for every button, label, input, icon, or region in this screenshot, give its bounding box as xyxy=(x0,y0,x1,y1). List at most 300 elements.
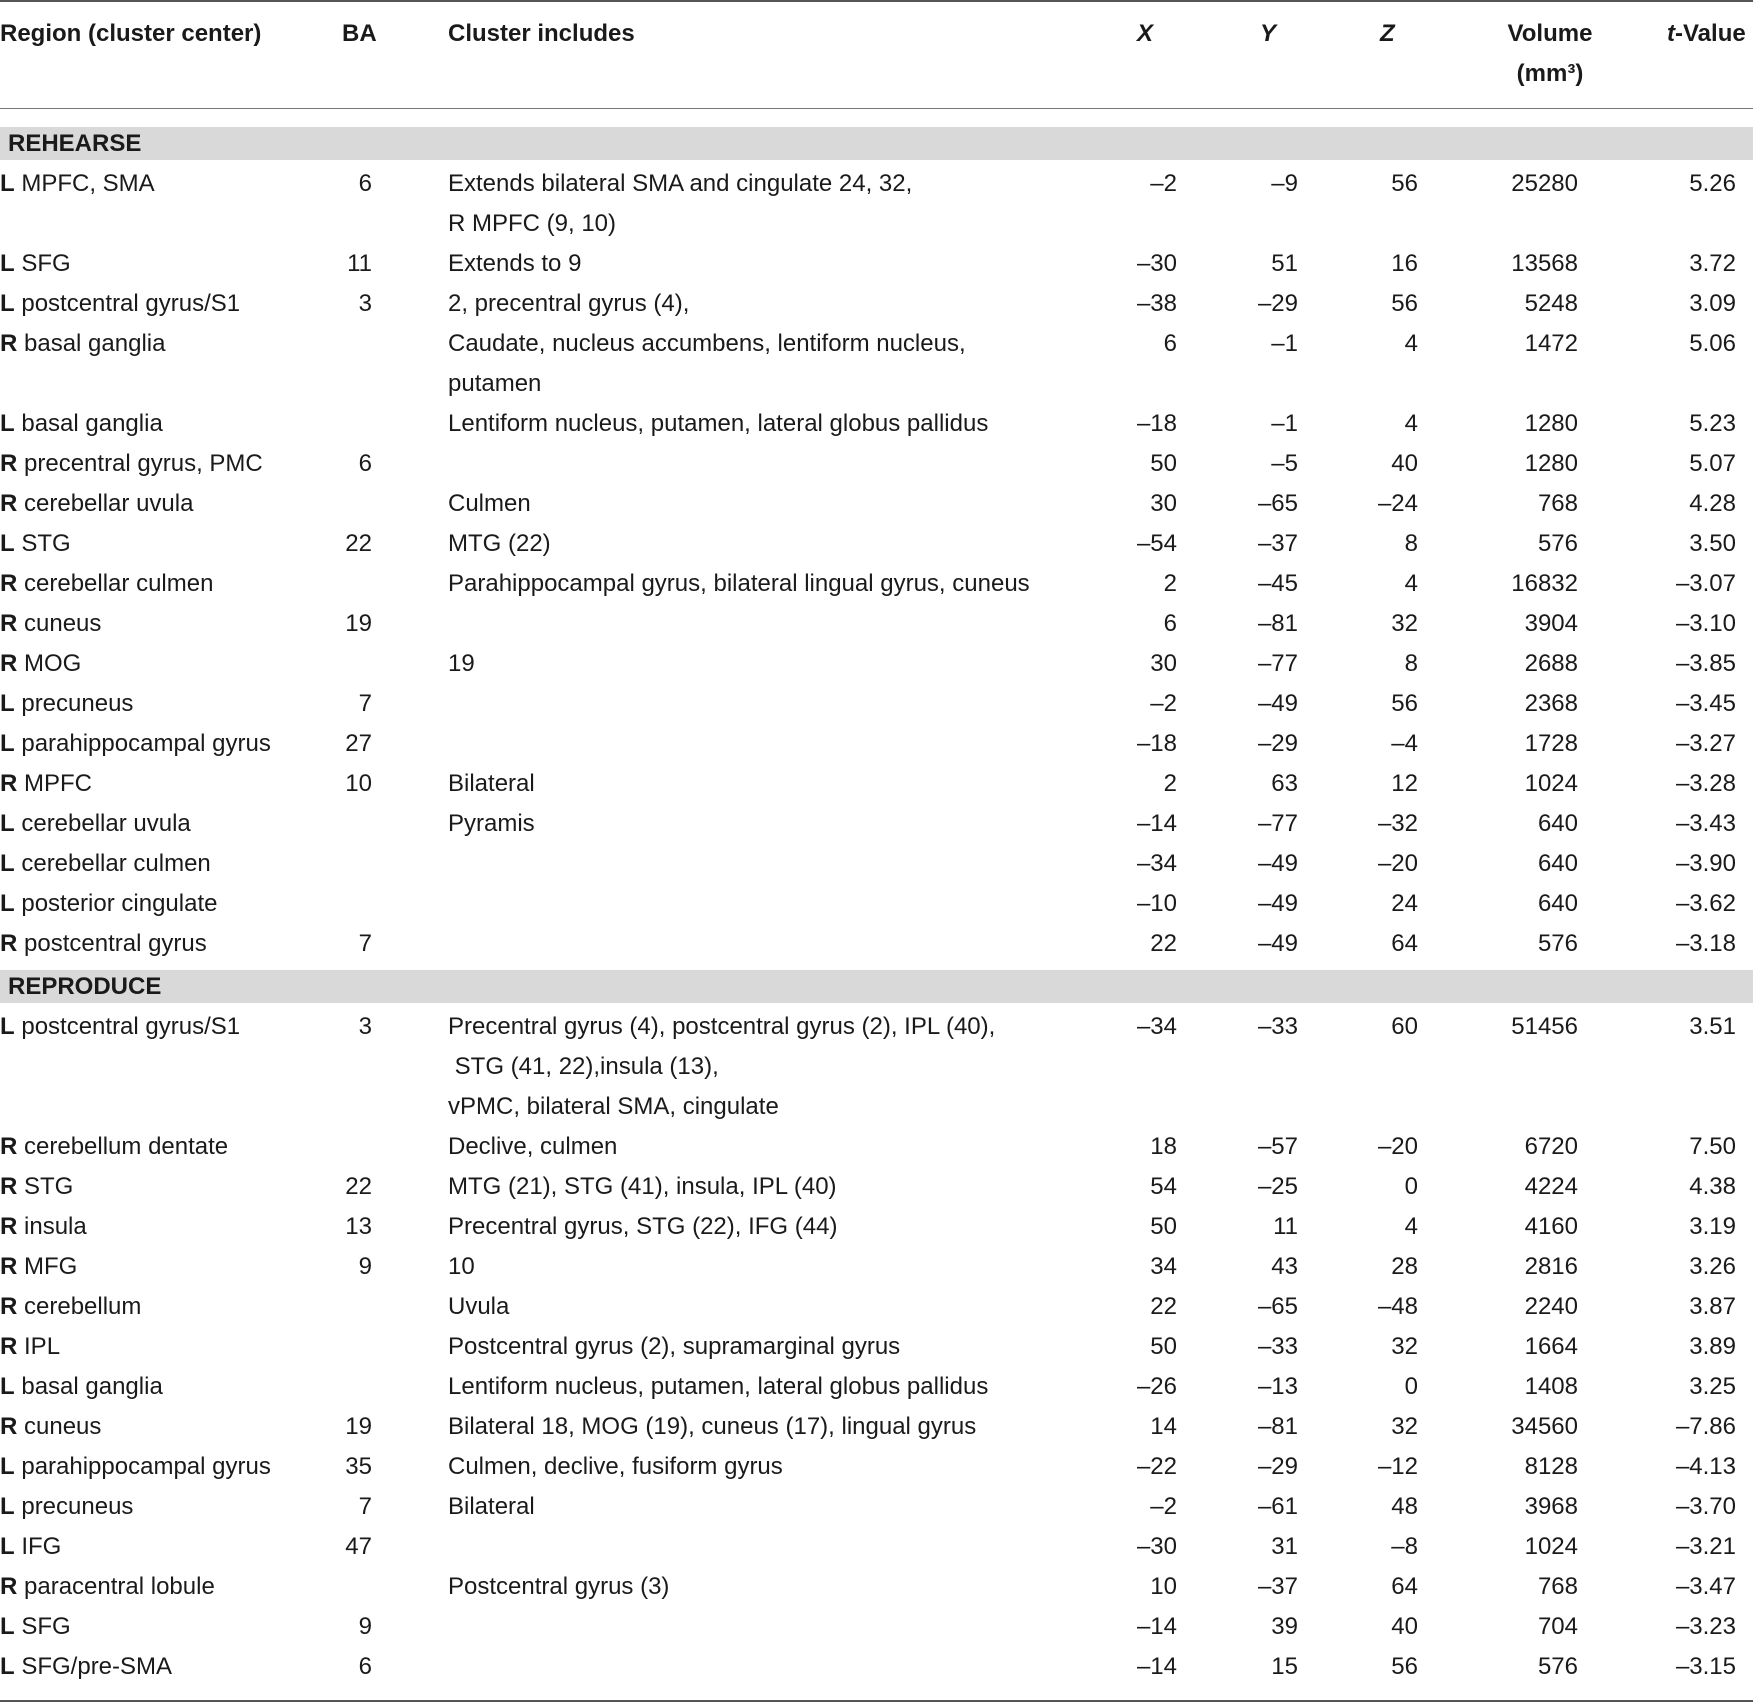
x-cell: –2 xyxy=(1150,690,1177,717)
region-name: basal ganglia xyxy=(14,1373,163,1400)
hemisphere: L xyxy=(0,1613,15,1640)
x-cell: –14 xyxy=(1136,1613,1177,1640)
region-cell xyxy=(0,1007,240,1047)
t-value-cell: 3.09 xyxy=(1689,290,1736,317)
hemisphere: L xyxy=(0,850,15,877)
region-name: insula xyxy=(17,1213,87,1240)
volume-cell: 4160 xyxy=(1524,1213,1578,1240)
y-cell: –29 xyxy=(1257,290,1298,317)
z-cell: 0 xyxy=(1404,1373,1418,1400)
table-row xyxy=(0,1287,1753,1327)
region-cell xyxy=(0,284,240,324)
region-cell xyxy=(0,684,133,724)
volume-cell: 2688 xyxy=(1524,650,1578,677)
region-cell xyxy=(0,1247,77,1287)
t-value-cell: –3.10 xyxy=(1675,610,1736,637)
hemisphere: L xyxy=(0,890,15,917)
region-cell xyxy=(0,524,71,564)
includes-line: Bilateral 18, MOG (19), cuneus (17), lingual gyrus xyxy=(448,1413,977,1440)
ba-cell: 22 xyxy=(345,1173,372,1200)
z-cell: 16 xyxy=(1391,250,1418,277)
includes-line: MTG (21), STG (41), insula, IPL (40) xyxy=(448,1173,837,1200)
hemisphere: R xyxy=(0,1293,18,1320)
table-row xyxy=(0,524,1753,564)
table-row xyxy=(0,564,1753,604)
hemisphere: L xyxy=(0,1453,15,1480)
header-ba: BA xyxy=(342,20,377,47)
table-row xyxy=(0,804,1753,844)
hemisphere: R xyxy=(0,650,18,677)
hemisphere: R xyxy=(0,1253,18,1280)
volume-cell: 768 xyxy=(1537,490,1578,517)
region-cell xyxy=(0,1447,271,1487)
hemisphere: L xyxy=(0,1653,15,1680)
region-cell xyxy=(0,764,92,804)
z-cell: 4 xyxy=(1404,1213,1418,1240)
region-cell xyxy=(0,1207,87,1247)
table-row xyxy=(0,1247,1753,1287)
ba-cell: 9 xyxy=(358,1613,372,1640)
x-cell: –30 xyxy=(1136,1533,1177,1560)
region-name: basal ganglia xyxy=(17,330,166,357)
y-cell: –33 xyxy=(1257,1333,1298,1360)
volume-cell: 1408 xyxy=(1524,1373,1578,1400)
volume-cell: 640 xyxy=(1537,850,1578,877)
region-cell xyxy=(0,444,263,484)
region-name: precentral gyrus, PMC xyxy=(17,450,263,477)
region-cell xyxy=(0,1407,101,1447)
includes-cell xyxy=(448,1487,1088,1527)
region-name: STG xyxy=(14,530,71,557)
region-name: SFG xyxy=(14,250,71,277)
z-cell: 4 xyxy=(1404,410,1418,437)
x-cell: 6 xyxy=(1163,330,1177,357)
volume-cell: 1024 xyxy=(1524,1533,1578,1560)
region-cell xyxy=(0,564,213,604)
includes-line: Culmen xyxy=(448,490,531,517)
x-cell: –2 xyxy=(1150,1493,1177,1520)
hemisphere: R xyxy=(0,1133,18,1160)
z-cell: –20 xyxy=(1377,1133,1418,1160)
t-value-cell: –3.90 xyxy=(1675,850,1736,877)
y-cell: –81 xyxy=(1257,610,1298,637)
region-name: STG xyxy=(17,1173,74,1200)
volume-cell: 576 xyxy=(1537,530,1578,557)
hemisphere: R xyxy=(0,610,18,637)
table-row xyxy=(0,644,1753,684)
volume-cell: 576 xyxy=(1537,1653,1578,1680)
region-name: IFG xyxy=(14,1533,62,1560)
t-value-cell: 4.28 xyxy=(1689,490,1736,517)
volume-cell: 1024 xyxy=(1524,770,1578,797)
t-value-cell: 4.38 xyxy=(1689,1173,1736,1200)
y-cell: –81 xyxy=(1257,1413,1298,1440)
includes-cell xyxy=(448,324,1088,404)
hemisphere: L xyxy=(0,690,15,717)
region-cell xyxy=(0,324,165,364)
region-cell xyxy=(0,844,211,884)
x-cell: –18 xyxy=(1136,410,1177,437)
x-cell: 30 xyxy=(1150,650,1177,677)
z-cell: 8 xyxy=(1404,650,1418,677)
x-cell: –34 xyxy=(1136,1013,1177,1040)
region-cell xyxy=(0,644,81,684)
includes-line: Caudate, nucleus accumbens, lentiform nucleus, xyxy=(448,330,966,357)
volume-cell: 576 xyxy=(1537,930,1578,957)
includes-line: Extends bilateral SMA and cingulate 24, 32, xyxy=(448,170,913,197)
volume-cell: 8128 xyxy=(1524,1453,1578,1480)
region-name: MFG xyxy=(17,1253,78,1280)
hemisphere: R xyxy=(0,570,18,597)
region-name: cerebellar uvula xyxy=(17,490,194,517)
hemisphere: L xyxy=(0,1373,15,1400)
region-cell xyxy=(0,1527,61,1567)
t-value-cell: –3.15 xyxy=(1675,1653,1736,1680)
x-cell: 10 xyxy=(1150,1573,1177,1600)
y-cell: –5 xyxy=(1271,450,1298,477)
z-cell: –4 xyxy=(1391,730,1418,757)
header-tvalue xyxy=(1667,14,1746,54)
includes-line: Culmen, declive, fusiform gyrus xyxy=(448,1453,783,1480)
t-value-cell: 3.50 xyxy=(1689,530,1736,557)
table-row xyxy=(0,164,1753,244)
includes-line: Lentiform nucleus, putamen, lateral globus pallidus xyxy=(448,1373,989,1400)
x-cell: –22 xyxy=(1136,1453,1177,1480)
includes-cell xyxy=(448,1167,1088,1207)
t-value-cell: 3.72 xyxy=(1689,250,1736,277)
z-cell: 56 xyxy=(1391,290,1418,317)
t-value-cell: –4.13 xyxy=(1675,1453,1736,1480)
section-header-rehearse xyxy=(0,127,1753,160)
y-cell: –1 xyxy=(1271,410,1298,437)
volume-cell: 6720 xyxy=(1524,1133,1578,1160)
includes-line: Declive, culmen xyxy=(448,1133,618,1160)
y-cell: 31 xyxy=(1271,1533,1298,1560)
volume-cell: 51456 xyxy=(1511,1013,1578,1040)
z-cell: 40 xyxy=(1391,450,1418,477)
y-cell: –49 xyxy=(1257,690,1298,717)
table-row xyxy=(0,1607,1753,1647)
y-cell: –37 xyxy=(1257,530,1298,557)
t-value-cell: –7.86 xyxy=(1675,1413,1736,1440)
header-tvalue-rest: -Value xyxy=(1675,20,1746,47)
region-name: cuneus xyxy=(17,610,102,637)
y-cell: –57 xyxy=(1257,1133,1298,1160)
x-cell: 54 xyxy=(1150,1173,1177,1200)
region-cell xyxy=(0,1167,73,1207)
table-row xyxy=(0,1527,1753,1567)
volume-cell: 640 xyxy=(1537,810,1578,837)
includes-line: putamen xyxy=(448,370,542,397)
y-cell: –49 xyxy=(1257,850,1298,877)
volume-cell: 25280 xyxy=(1511,170,1578,197)
x-cell: 34 xyxy=(1150,1253,1177,1280)
volume-cell: 768 xyxy=(1537,1573,1578,1600)
region-name: SFG xyxy=(14,1613,71,1640)
includes-cell xyxy=(448,564,1088,604)
region-cell xyxy=(0,724,271,764)
y-cell: 51 xyxy=(1271,250,1298,277)
y-cell: –49 xyxy=(1257,930,1298,957)
header-rule xyxy=(0,108,1753,109)
header-volume xyxy=(1505,14,1595,94)
x-cell: 2 xyxy=(1163,570,1177,597)
z-cell: 32 xyxy=(1391,1413,1418,1440)
includes-line: Uvula xyxy=(448,1293,510,1320)
region-cell xyxy=(0,924,207,964)
y-cell: –45 xyxy=(1257,570,1298,597)
t-value-cell: 5.07 xyxy=(1689,450,1736,477)
region-cell xyxy=(0,884,217,924)
region-name: cerebellum xyxy=(17,1293,142,1320)
includes-line: Extends to 9 xyxy=(448,250,582,277)
top-rule xyxy=(0,0,1753,2)
table-row xyxy=(0,764,1753,804)
includes-line: R MPFC (9, 10) xyxy=(448,210,617,237)
region-name: parahippocampal gyrus xyxy=(14,730,271,757)
z-cell: 56 xyxy=(1391,690,1418,717)
includes-cell xyxy=(448,484,1088,524)
region-cell xyxy=(0,484,193,524)
region-cell xyxy=(0,244,71,284)
includes-cell xyxy=(448,1367,1088,1407)
region-cell xyxy=(0,404,163,444)
ba-cell: 3 xyxy=(358,1013,372,1040)
t-value-cell: 3.25 xyxy=(1689,1373,1736,1400)
region-name: paracentral lobule xyxy=(17,1573,215,1600)
header-includes: Cluster includes xyxy=(448,20,635,47)
ba-cell: 3 xyxy=(358,290,372,317)
region-name: MPFC, SMA xyxy=(14,170,155,197)
table-row xyxy=(0,1207,1753,1247)
region-name: SFG/pre-SMA xyxy=(14,1653,173,1680)
hemisphere: L xyxy=(0,290,15,317)
region-cell xyxy=(0,804,191,844)
hemisphere: L xyxy=(0,1013,15,1040)
region-cell xyxy=(0,1327,60,1367)
table-row xyxy=(0,684,1753,724)
ba-cell: 7 xyxy=(358,690,372,717)
t-value-cell: –3.21 xyxy=(1675,1533,1736,1560)
ba-cell: 35 xyxy=(345,1453,372,1480)
z-cell: 56 xyxy=(1391,170,1418,197)
table-header xyxy=(0,14,1753,104)
t-value-cell: 3.26 xyxy=(1689,1253,1736,1280)
includes-line: Lentiform nucleus, putamen, lateral globus pallidus xyxy=(448,410,989,437)
header-tvalue-italic: t xyxy=(1667,20,1675,47)
volume-cell: 4224 xyxy=(1524,1173,1578,1200)
hemisphere: R xyxy=(0,1173,18,1200)
x-cell: –2 xyxy=(1150,170,1177,197)
header-volume-line1: Volume xyxy=(1507,20,1593,47)
includes-cell xyxy=(448,284,1088,324)
z-cell: 48 xyxy=(1391,1493,1418,1520)
volume-cell: 1664 xyxy=(1524,1333,1578,1360)
includes-cell xyxy=(448,764,1088,804)
header-volume-line2: (mm³) xyxy=(1516,60,1584,87)
t-value-cell: –3.85 xyxy=(1675,650,1736,677)
table-row xyxy=(0,1647,1753,1687)
section-title: REHEARSE xyxy=(8,130,142,157)
includes-line: MTG (22) xyxy=(448,530,551,557)
y-cell: –25 xyxy=(1257,1173,1298,1200)
table-row xyxy=(0,1407,1753,1447)
t-value-cell: –3.28 xyxy=(1675,770,1736,797)
hemisphere: R xyxy=(0,490,18,517)
header-y: Y xyxy=(1260,20,1277,47)
t-value-cell: 5.06 xyxy=(1689,330,1736,357)
region-name: posterior cingulate xyxy=(14,890,218,917)
hemisphere: R xyxy=(0,1333,18,1360)
x-cell: 50 xyxy=(1150,450,1177,477)
hemisphere: R xyxy=(0,1413,18,1440)
y-cell: 43 xyxy=(1271,1253,1298,1280)
includes-cell xyxy=(448,1567,1088,1607)
region-name: cuneus xyxy=(17,1413,102,1440)
t-value-cell: –3.23 xyxy=(1675,1613,1736,1640)
x-cell: –34 xyxy=(1136,850,1177,877)
includes-cell xyxy=(448,164,1088,244)
hemisphere: R xyxy=(0,1213,18,1240)
t-value-cell: 3.19 xyxy=(1689,1213,1736,1240)
z-cell: –32 xyxy=(1377,810,1418,837)
t-value-cell: –3.62 xyxy=(1675,890,1736,917)
includes-cell xyxy=(448,1247,1088,1287)
region-cell xyxy=(0,1647,172,1687)
z-cell: 32 xyxy=(1391,610,1418,637)
region-cell xyxy=(0,1287,141,1327)
ba-cell: 6 xyxy=(358,1653,372,1680)
x-cell: –30 xyxy=(1136,250,1177,277)
table-row xyxy=(0,924,1753,964)
t-value-cell: 7.50 xyxy=(1689,1133,1736,1160)
z-cell: 40 xyxy=(1391,1613,1418,1640)
y-cell: 39 xyxy=(1271,1613,1298,1640)
table-row xyxy=(0,1007,1753,1127)
z-cell: 12 xyxy=(1391,770,1418,797)
x-cell: 22 xyxy=(1150,930,1177,957)
ba-cell: 7 xyxy=(358,1493,372,1520)
z-cell: –24 xyxy=(1377,490,1418,517)
x-cell: 2 xyxy=(1163,770,1177,797)
section-title: REPRODUCE xyxy=(8,973,162,1000)
ba-cell: 10 xyxy=(345,770,372,797)
includes-line: Postcentral gyrus (2), supramarginal gyrus xyxy=(448,1333,901,1360)
y-cell: –1 xyxy=(1271,330,1298,357)
ba-cell: 47 xyxy=(345,1533,372,1560)
y-cell: –49 xyxy=(1257,890,1298,917)
table-row xyxy=(0,1447,1753,1487)
section-header-reproduce xyxy=(0,970,1753,1003)
table-row xyxy=(0,484,1753,524)
volume-cell: 1280 xyxy=(1524,410,1578,437)
y-cell: –61 xyxy=(1257,1493,1298,1520)
bottom-rule xyxy=(0,1700,1753,1702)
ba-cell: 11 xyxy=(347,250,372,277)
y-cell: –77 xyxy=(1257,810,1298,837)
x-cell: –10 xyxy=(1136,890,1177,917)
y-cell: –29 xyxy=(1257,730,1298,757)
includes-line: Bilateral xyxy=(448,770,535,797)
z-cell: 56 xyxy=(1391,1653,1418,1680)
includes-line: Parahippocampal gyrus, bilateral lingual gyrus, cuneus xyxy=(448,570,1030,597)
section-body-rehearse xyxy=(0,164,1753,964)
hemisphere: R xyxy=(0,770,18,797)
table-row xyxy=(0,1487,1753,1527)
y-cell: 11 xyxy=(1273,1213,1298,1240)
region-name: cerebellar uvula xyxy=(14,810,191,837)
z-cell: 4 xyxy=(1404,330,1418,357)
t-value-cell: –3.70 xyxy=(1675,1493,1736,1520)
hemisphere: L xyxy=(0,1533,15,1560)
region-cell xyxy=(0,1607,71,1647)
includes-cell xyxy=(448,644,1088,684)
x-cell: –14 xyxy=(1136,1653,1177,1680)
includes-cell xyxy=(448,404,1088,444)
y-cell: –13 xyxy=(1257,1373,1298,1400)
header-region: Region (cluster center) xyxy=(0,20,262,47)
y-cell: –65 xyxy=(1257,1293,1298,1320)
volume-cell: 1472 xyxy=(1524,330,1578,357)
volume-cell: 16832 xyxy=(1511,570,1578,597)
includes-cell xyxy=(448,1127,1088,1167)
volume-cell: 704 xyxy=(1537,1613,1578,1640)
region-cell xyxy=(0,1567,215,1607)
table-row xyxy=(0,324,1753,404)
x-cell: –14 xyxy=(1136,810,1177,837)
region-cell xyxy=(0,1487,133,1527)
includes-cell xyxy=(448,1007,1088,1127)
t-value-cell: 3.87 xyxy=(1689,1293,1736,1320)
includes-line: Pyramis xyxy=(448,810,535,837)
z-cell: 8 xyxy=(1404,530,1418,557)
x-cell: –26 xyxy=(1136,1373,1177,1400)
includes-line: Precentral gyrus, STG (22), IFG (44) xyxy=(448,1213,838,1240)
region-name: precuneus xyxy=(14,1493,134,1520)
volume-cell: 2816 xyxy=(1524,1253,1578,1280)
x-cell: 50 xyxy=(1150,1213,1177,1240)
z-cell: –48 xyxy=(1377,1293,1418,1320)
t-value-cell: 3.51 xyxy=(1689,1013,1736,1040)
volume-cell: 1728 xyxy=(1524,730,1578,757)
hemisphere: L xyxy=(0,1493,15,1520)
t-value-cell: –3.27 xyxy=(1675,730,1736,757)
region-name: cerebellar culmen xyxy=(14,850,211,877)
header-x: X xyxy=(1137,20,1154,47)
table-row xyxy=(0,604,1753,644)
region-name: basal ganglia xyxy=(14,410,163,437)
y-cell: –37 xyxy=(1257,1573,1298,1600)
z-cell: 64 xyxy=(1391,1573,1418,1600)
hemisphere: L xyxy=(0,410,15,437)
x-cell: 6 xyxy=(1163,610,1177,637)
z-cell: –8 xyxy=(1391,1533,1418,1560)
hemisphere: L xyxy=(0,810,15,837)
ba-cell: 19 xyxy=(345,610,372,637)
hemisphere: R xyxy=(0,450,18,477)
includes-cell xyxy=(448,804,1088,844)
includes-cell xyxy=(448,524,1088,564)
t-value-cell: –3.47 xyxy=(1675,1573,1736,1600)
table-row xyxy=(0,404,1753,444)
volume-cell: 640 xyxy=(1537,890,1578,917)
volume-cell: 2368 xyxy=(1524,690,1578,717)
t-value-cell: –3.18 xyxy=(1675,930,1736,957)
region-name: MPFC xyxy=(17,770,93,797)
volume-cell: 1280 xyxy=(1524,450,1578,477)
hemisphere: L xyxy=(0,730,15,757)
x-cell: 30 xyxy=(1150,490,1177,517)
